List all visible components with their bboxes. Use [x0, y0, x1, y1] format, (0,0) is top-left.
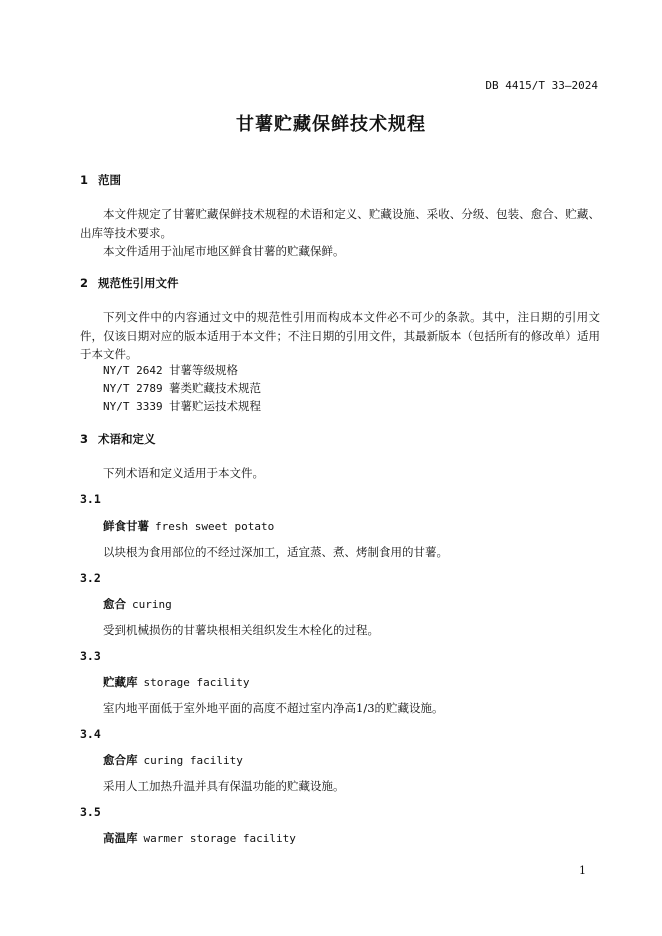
reference-code: NY/T 2642 — [103, 364, 163, 377]
term-heading — [103, 752, 243, 768]
term-chinese: 贮藏库 — [103, 675, 138, 689]
section-2-heading — [80, 275, 179, 291]
term-heading — [103, 596, 172, 612]
term-english: curing facility — [143, 754, 243, 767]
term-heading — [103, 518, 274, 534]
term-definition: 以块根为食用部位的不经过深加工，适宜蒸、煮、烤制食用的甘薯。 — [103, 545, 448, 559]
term-number: 3.3 — [80, 649, 101, 663]
term-number: 3.5 — [80, 805, 101, 819]
section-number: 3 — [80, 432, 89, 446]
term-definition: 采用人工加热升温并具有保温功能的贮藏设施。 — [103, 779, 345, 793]
term-chinese: 鲜食甘薯 — [103, 519, 149, 533]
term-chinese: 高温库 — [103, 831, 138, 845]
term-definition: 室内地平面低于室外地平面的高度不超过室内净高1/3的贮藏设施。 — [103, 701, 444, 715]
term-definition: 受到机械损伤的甘薯块根相关组织发生木栓化的过程。 — [103, 623, 379, 637]
section-1-heading — [80, 172, 121, 188]
section-number: 1 — [80, 173, 89, 187]
reference-item — [103, 362, 238, 378]
term-english: fresh sweet potato — [155, 520, 275, 533]
section-number: 2 — [80, 276, 89, 290]
section-title: 术语和定义 — [98, 432, 156, 446]
term-chinese: 愈合库 — [103, 753, 138, 767]
term-number: 3.4 — [80, 727, 101, 741]
term-english: warmer storage facility — [143, 832, 296, 845]
term-chinese: 愈合 — [103, 597, 126, 611]
section-1-paragraph-2: 本文件适用于汕尾市地区鲜食甘薯的贮藏保鲜。 — [103, 244, 345, 258]
section-title: 范围 — [98, 173, 121, 187]
term-number: 3.1 — [80, 492, 101, 506]
reference-title: 甘薯贮运技术规程 — [169, 399, 261, 413]
section-3-heading — [80, 431, 156, 447]
term-english: storage facility — [143, 676, 250, 689]
term-number: 3.2 — [80, 571, 101, 585]
term-heading — [103, 830, 296, 846]
term-english: curing — [132, 598, 172, 611]
page-number: 1 — [579, 864, 586, 877]
section-1-paragraph-1: 本文件规定了甘薯贮藏保鲜技术规程的术语和定义、贮藏设施、采收、分级、包装、愈合、贮藏、出库等技术要求。 — [80, 207, 600, 240]
reference-title: 薯类贮藏技术规范 — [169, 381, 261, 395]
reference-item — [103, 380, 261, 396]
section-title: 规范性引用文件 — [98, 276, 179, 290]
term-heading — [103, 674, 249, 690]
reference-title: 甘薯等级规格 — [169, 363, 238, 377]
reference-item — [103, 398, 261, 414]
standard-code: DB 4415/T 33—2024 — [485, 79, 598, 92]
reference-code: NY/T 2789 — [103, 382, 163, 395]
section-2-paragraph-1: 下列文件中的内容通过文中的规范性引用而构成本文件必不可少的条款。其中，注日期的引用文件，仅该日期对应的版本适用于本文件；不注日期的引用文件，其最新版本（包括所有的修改单）适用于本文件。 — [80, 310, 600, 361]
section-3-intro: 下列术语和定义适用于本文件。 — [103, 466, 264, 480]
reference-code: NY/T 3339 — [103, 400, 163, 413]
document-title: 甘薯贮藏保鲜技术规程 — [236, 114, 426, 135]
